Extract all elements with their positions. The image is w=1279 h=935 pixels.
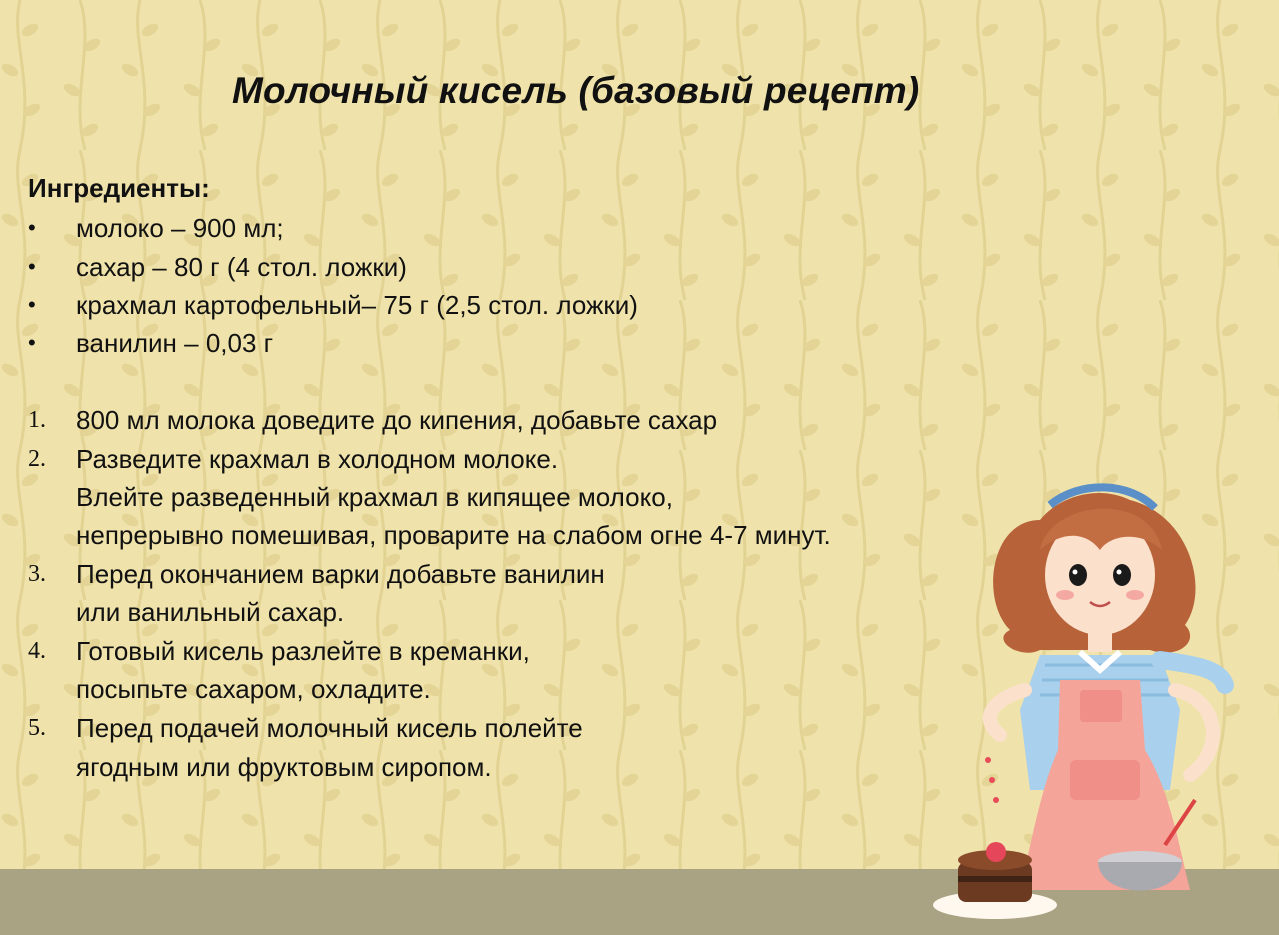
ingredients-heading: Ингредиенты: [28, 173, 210, 203]
step-text: Разведите крахмал в холодном молоке. [76, 444, 559, 474]
step-number: 4. [28, 638, 46, 664]
step-number: 5. [28, 715, 46, 741]
bullet: • [28, 292, 36, 317]
step-number: 2. [28, 446, 46, 472]
step-text: посыпьте сахаром, охладите. [76, 674, 431, 704]
step-text: Перед подачей молочный кисель полейте [76, 713, 583, 743]
ingredient-text: ванилин – 0,03 г [76, 328, 274, 358]
bullet: • [28, 254, 36, 279]
slide-title: Молочный кисель (базовый рецепт) [232, 70, 920, 111]
step-text: 800 мл молока доведите до кипения, добавьте сахар [76, 405, 718, 435]
step-text: непрерывно помешивая, проварите на слабом огне 4-7 минут. [76, 520, 831, 550]
step-text: Перед окончанием варки добавьте ванилин [76, 559, 605, 589]
step-text: Готовый кисель разлейте в креманки, [76, 636, 530, 666]
bullet: • [28, 330, 36, 355]
ingredient-text: молоко – 900 мл; [76, 213, 284, 243]
ingredient-text: сахар – 80 г (4 стол. ложки) [76, 252, 407, 282]
bullet: • [28, 215, 36, 240]
cook-girl-illustration-icon [930, 460, 1250, 930]
step-number: 3. [28, 561, 46, 587]
step-text: Влейте разведенный крахмал в кипящее молоко, [76, 482, 673, 512]
step-text: или ванильный сахар. [76, 597, 345, 627]
step-text: ягодным или фруктовым сиропом. [76, 752, 492, 782]
ingredient-text: крахмал картофельный– 75 г (2,5 стол. ложки) [76, 290, 638, 320]
step-number: 1. [28, 407, 46, 433]
